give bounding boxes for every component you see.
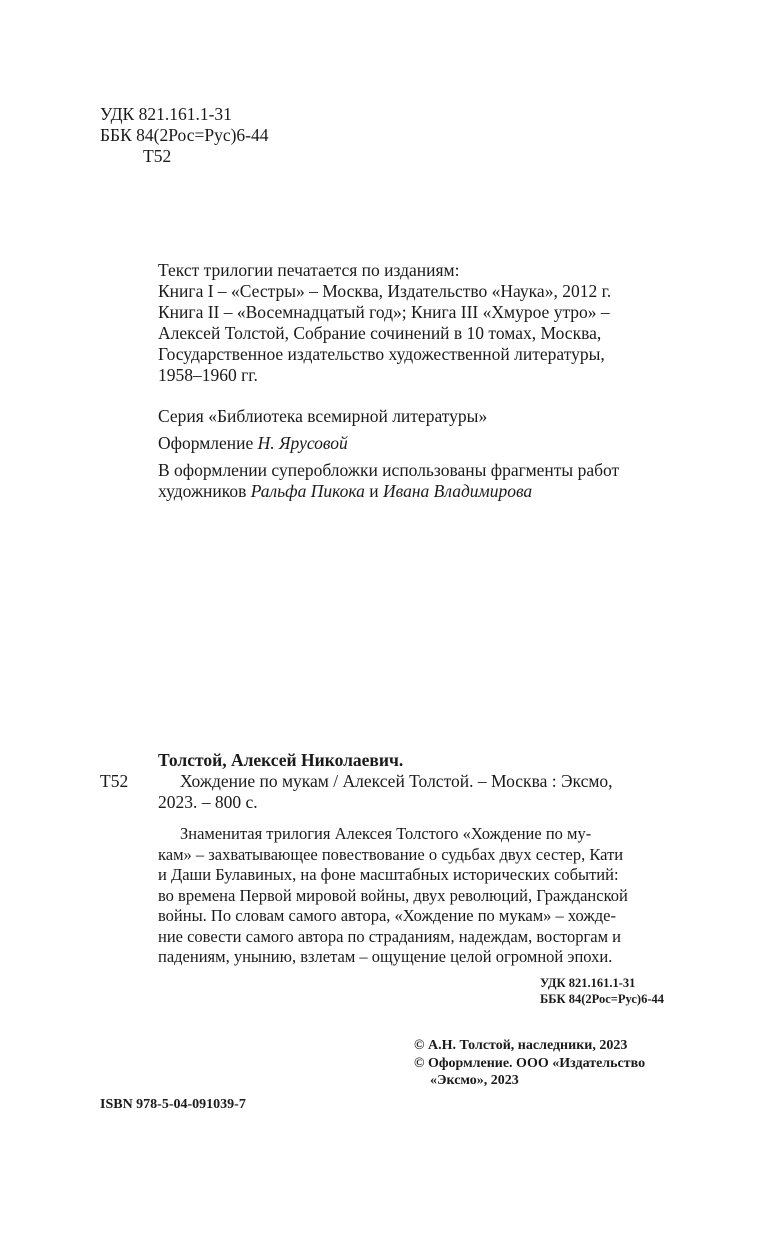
copyright-line: © А.Н. Толстой, наследники, 2023 xyxy=(414,1038,628,1053)
annotation-line: падениям, унынию, взлетам – ощущение целой огромной эпохи. xyxy=(158,947,613,966)
catalog-mark: Т52 xyxy=(100,771,129,791)
catalog-title-block xyxy=(158,771,691,813)
design-label: Оформление xyxy=(158,433,258,453)
cover-art-line: В оформлении суперобложки использованы фрагменты работ xyxy=(158,460,620,480)
annotation xyxy=(158,824,691,968)
cover-art-line xyxy=(158,481,619,502)
artist-name: Ральфа Пикока xyxy=(250,481,365,501)
catalog-author: Толстой, Алексей Николаевич. xyxy=(158,750,404,770)
isbn: ISBN 978-5-04-091039-7 xyxy=(100,1097,246,1112)
annotation-line: во времена Первой мировой войны, двух революций, Гражданской xyxy=(158,885,628,905)
bottom-classification xyxy=(540,976,664,1007)
source-line: Государственное издательство художественной литературы, xyxy=(158,344,605,364)
udk-code: УДК 821.161.1-31 xyxy=(100,104,232,124)
bbk-code: ББК 84(2Рос=Рус)6-44 xyxy=(100,125,269,145)
artist-name: Ивана Владимирова xyxy=(382,481,533,501)
source-editions-note xyxy=(158,260,611,386)
cover-art-prefix: художников xyxy=(158,481,251,501)
annotation-line: Знаменитая трилогия Алексея Толстого «Хождение по му- xyxy=(180,824,592,843)
bbk-code: ББК 84(2Рос=Рус)6-44 xyxy=(540,991,664,1006)
conjunction: и xyxy=(364,481,383,501)
source-line: Алексей Толстой, Собрание сочинений в 10 томах, Москва, xyxy=(158,323,602,343)
annotation-line: войны. По словам самого автора, «Хождение по мукам» – хожде- xyxy=(158,906,616,925)
annotation-line: кам» – захватывающее повествование о судьбах двух сестер, Кати xyxy=(158,844,624,864)
source-line: Книга II – «Восемнадцатый год»; Книга III «Хмурое утро» – xyxy=(158,302,610,322)
source-line: Книга I – «Сестры» – Москва, Издательство «Наука», 2012 г. xyxy=(158,281,612,301)
copyright-line: © Оформление. ООО «Издательство xyxy=(414,1055,646,1071)
annotation-line: ние совести самого автора по страданиям, надеждам, восторгам и xyxy=(158,926,622,946)
catalog-title-line: Хождение по мукам / Алексей Толстой. – Москва : Эксмо, xyxy=(180,771,613,791)
series-line: Серия «Библиотека всемирной литературы» xyxy=(158,406,488,426)
top-classification xyxy=(100,104,269,167)
annotation-line: и Даши Булавиных, на фоне масштабных исторических событий: xyxy=(158,865,619,884)
source-line: Текст трилогии печатается по изданиям: xyxy=(158,260,460,280)
author-mark: Т52 xyxy=(143,146,172,166)
catalog-title-line: 2023. – 800 с. xyxy=(158,792,258,812)
designer-name: Н. Ярусовой xyxy=(257,433,348,453)
cover-art-credit xyxy=(158,460,619,502)
copyright-line: «Эксмо», 2023 xyxy=(430,1073,519,1088)
udk-code: УДК 821.161.1-31 xyxy=(540,976,636,990)
copyright-block xyxy=(414,1037,645,1090)
source-line: 1958–1960 гг. xyxy=(158,365,258,385)
design-credit xyxy=(158,433,348,454)
